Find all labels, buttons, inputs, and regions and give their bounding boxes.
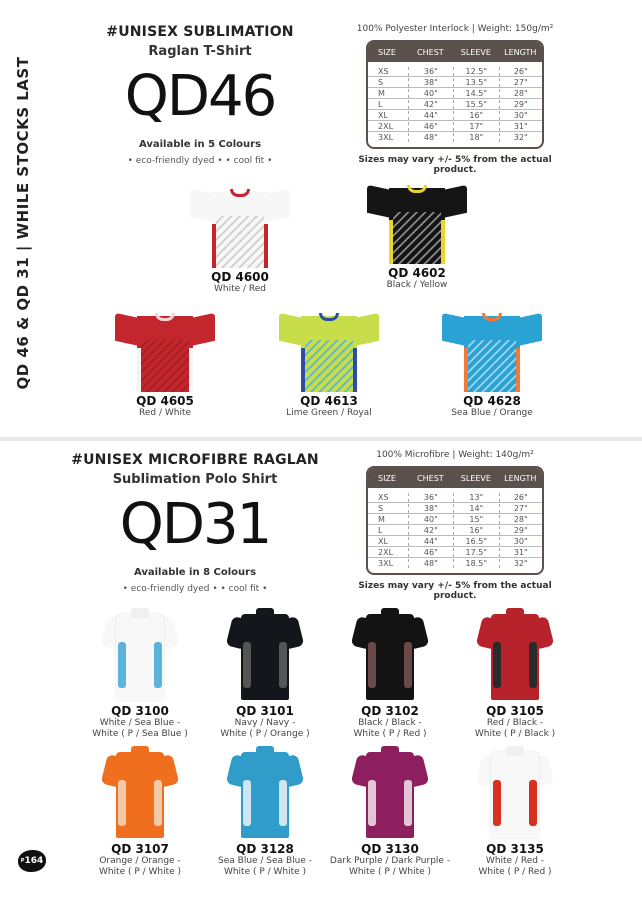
size-table — [366, 40, 544, 149]
header-length: LENGTH — [504, 47, 537, 57]
product-header — [100, 24, 300, 166]
product-card[interactable] — [352, 182, 482, 291]
size-table-header — [368, 468, 542, 488]
product-colors: Lime Green / Royal — [286, 408, 372, 418]
tshirt-image — [115, 310, 215, 392]
header-chest: CHEST — [417, 47, 444, 57]
product-type-title: Raglan T-Shirt — [148, 44, 252, 59]
product-colors: Black / Yellow — [386, 280, 448, 290]
header-chest: CHEST — [417, 473, 444, 483]
size-table-header — [368, 42, 542, 62]
polo-shirt-image — [475, 606, 555, 702]
product-card[interactable] — [450, 744, 580, 878]
tshirt-image — [367, 182, 467, 264]
product-colors-line2: White ( P / Orange ) — [220, 729, 310, 739]
product-card[interactable] — [75, 744, 205, 878]
polo-shirt-image — [350, 744, 430, 840]
size-note: Sizes may vary +/- 5% from the actual product. — [358, 155, 552, 175]
header-size: SIZE — [378, 473, 396, 483]
header-size: SIZE — [378, 47, 396, 57]
table-row: L 42" 15.5" 29" — [368, 99, 542, 110]
product-colors: White / Red — [213, 284, 267, 294]
page-number: 164 — [24, 856, 44, 866]
product-code: QD 4628 — [463, 394, 521, 408]
table-row: XS 36" 13" 26" — [368, 492, 542, 503]
product-colors-line1: Red / Black - — [486, 718, 544, 728]
product-colors: Red / White — [138, 408, 192, 418]
table-row: XS 36" 12.5" 26" — [368, 66, 542, 77]
table-row: XL 44" 16.5" 30" — [368, 536, 542, 547]
product-card[interactable] — [100, 310, 230, 419]
product-colors-line1: Orange / Orange - — [99, 856, 181, 866]
product-code: QD 4605 — [136, 394, 194, 408]
product-card[interactable] — [175, 186, 305, 295]
spec-block — [340, 450, 570, 601]
section-qd31 — [0, 440, 642, 900]
product-category-title: #UNISEX MICROFIBRE RAGLAN — [71, 452, 319, 468]
product-type-title: Sublimation Polo Shirt — [112, 472, 278, 487]
product-card[interactable] — [427, 310, 557, 419]
product-card[interactable] — [200, 606, 330, 740]
product-colors-line1: Black / Black - — [358, 718, 422, 728]
table-row: S 38" 14" 27" — [368, 503, 542, 514]
product-code: QD 4613 — [300, 394, 358, 408]
product-colors-line2: White ( P / Black ) — [474, 729, 556, 739]
product-colors-line1: White / Sea Blue - — [99, 718, 181, 728]
header-length: LENGTH — [504, 473, 537, 483]
product-colors-line2: White ( P / White ) — [98, 867, 182, 877]
product-colors-line2: White ( P / White ) — [223, 867, 307, 877]
features-text: • eco-friendly dyed • • cool fit • — [127, 156, 273, 166]
product-colors-line2: White ( P / Red ) — [478, 867, 552, 877]
product-code: QD 3107 — [111, 842, 169, 856]
material-text: 100% Microfibre | Weight: 140g/m² — [376, 450, 534, 460]
table-row: 2XL 46" 17.5" 31" — [368, 547, 542, 558]
product-card[interactable] — [325, 606, 455, 740]
product-series-code: QD31 — [119, 492, 271, 557]
product-colors-line1: Sea Blue / Sea Blue - — [218, 856, 312, 866]
product-colors-line1: Dark Purple / Dark Purple - — [329, 856, 451, 866]
product-code: QD 3135 — [486, 842, 544, 856]
product-colors-line1: White / Red - — [485, 856, 545, 866]
features-text: • eco-friendly dyed • • cool fit • — [122, 584, 268, 594]
table-row: L 42" 16" 29" — [368, 525, 542, 536]
polo-shirt-image — [350, 606, 430, 702]
product-category-title: #UNISEX SUBLIMATION — [106, 24, 294, 40]
material-text: 100% Polyester Interlock | Weight: 150g/m² — [356, 24, 554, 34]
polo-shirt-image — [100, 606, 180, 702]
product-code: QD 3130 — [361, 842, 419, 856]
page-number-badge — [18, 850, 46, 872]
product-colors-line2: White ( P / White ) — [348, 867, 432, 877]
polo-shirt-image — [225, 606, 305, 702]
table-row: 3XL 48" 18" 32" — [368, 132, 542, 143]
page-prefix: P — [20, 858, 25, 864]
table-row: 3XL 48" 18.5" 32" — [368, 558, 542, 569]
product-series-code: QD46 — [124, 64, 276, 129]
product-code: QD 3128 — [236, 842, 294, 856]
table-row: S 38" 13.5" 27" — [368, 77, 542, 88]
polo-shirt-image — [475, 744, 555, 840]
table-row: M 40" 14.5" 28" — [368, 88, 542, 99]
product-card[interactable] — [325, 744, 455, 878]
table-row: XL 44" 16" 30" — [368, 110, 542, 121]
tshirt-image — [279, 310, 379, 392]
product-colors-line2: White ( P / Red ) — [353, 729, 427, 739]
table-row: M 40" 15" 28" — [368, 514, 542, 525]
size-note: Sizes may vary +/- 5% from the actual product. — [358, 581, 552, 601]
product-colors-line1: Navy / Navy - — [234, 718, 296, 728]
product-card[interactable] — [200, 744, 330, 878]
header-sleeve: SLEEVE — [460, 47, 491, 57]
product-header — [60, 452, 330, 594]
section-qd46 — [0, 0, 642, 438]
table-row: 2XL 46" 17" 31" — [368, 121, 542, 132]
polo-shirt-image — [225, 744, 305, 840]
availability-text: Available in 5 Colours — [138, 139, 262, 150]
spec-block — [340, 24, 570, 175]
product-card[interactable] — [450, 606, 580, 740]
product-code: QD 3102 — [361, 704, 419, 718]
product-code: QD 4602 — [388, 266, 446, 280]
product-colors: Sea Blue / Orange — [451, 408, 533, 418]
header-sleeve: SLEEVE — [460, 473, 491, 483]
product-card[interactable] — [75, 606, 205, 740]
polo-shirt-image — [100, 744, 180, 840]
product-code: QD 3100 — [111, 704, 169, 718]
product-colors-line2: White ( P / Sea Blue ) — [92, 729, 188, 739]
product-code: QD 3101 — [236, 704, 294, 718]
tshirt-image — [442, 310, 542, 392]
side-label-text: QD 46 & QD 31 | WHILE STOCKS LAST — [14, 56, 32, 389]
size-table — [366, 466, 544, 575]
product-code: QD 3105 — [486, 704, 544, 718]
tshirt-image — [190, 186, 290, 268]
availability-text: Available in 8 Colours — [133, 567, 257, 578]
product-code: QD 4600 — [211, 270, 269, 284]
product-card[interactable] — [264, 310, 394, 419]
